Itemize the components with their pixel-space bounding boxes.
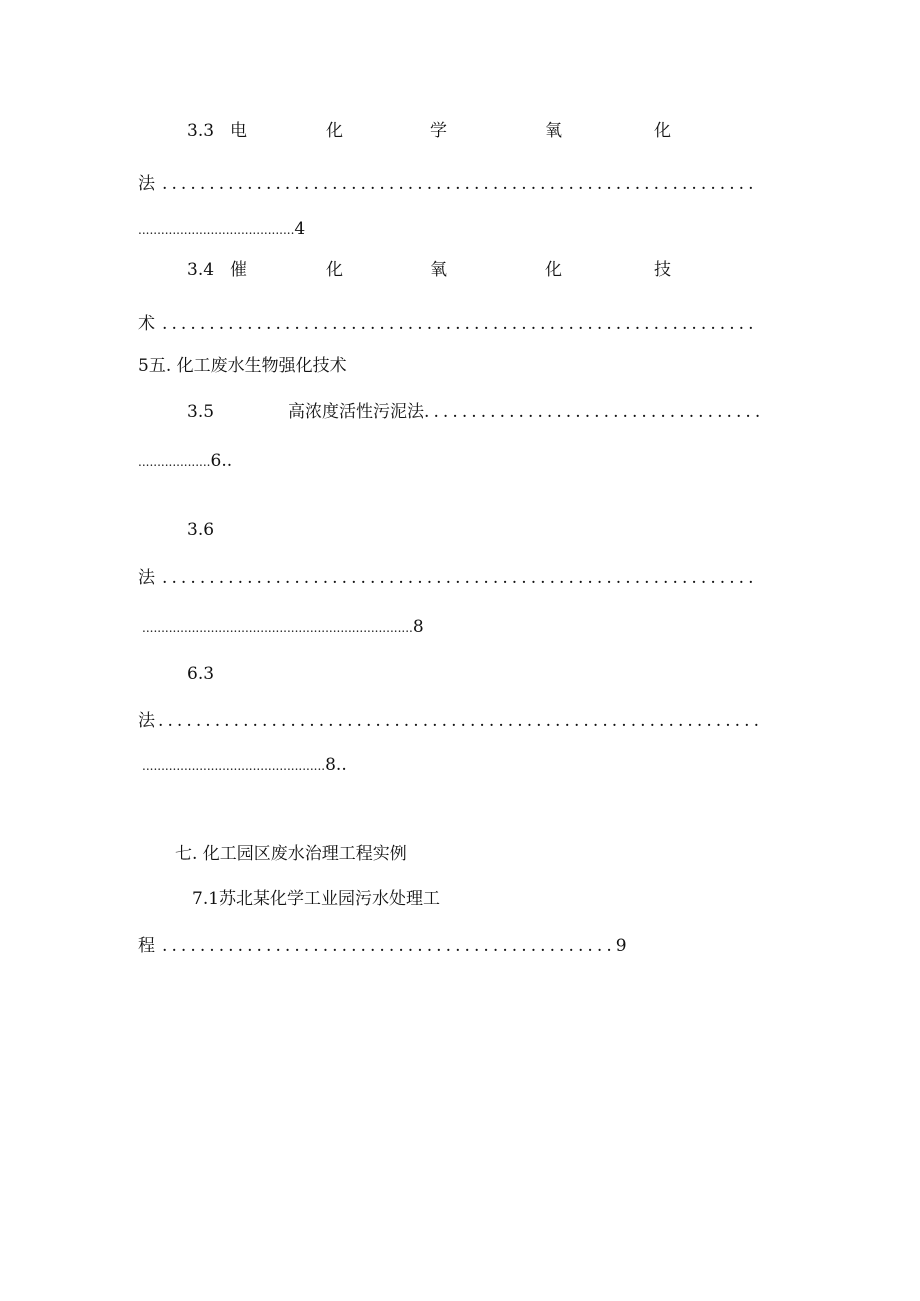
toc-3-3-title-char: 氧	[545, 121, 562, 141]
toc-3-5-leader: ....................................	[424, 402, 765, 422]
toc-6-3-cont-char: 法	[138, 711, 155, 731]
section-5-heading: 五. 化工废水生物强化技术	[148, 356, 347, 376]
toc-3-4-title-char: 技	[654, 260, 671, 280]
toc-3-3-fine-leader: .........................................	[138, 223, 295, 237]
toc-3-5-tail: ..	[221, 451, 233, 471]
toc-3-4-cont-char: 术	[138, 314, 155, 334]
toc-6-3-page-line	[142, 754, 347, 777]
toc-3-6-cont-char: 法	[138, 568, 155, 588]
toc-7-1-title: 7.1苏北某化学工业园污水处理工	[192, 889, 441, 909]
toc-3-3-title-char: 电	[230, 121, 247, 141]
toc-7-1-leader-line	[162, 935, 627, 957]
toc-7-1-cont-char: 程	[138, 936, 155, 956]
toc-3-5-page: 6	[210, 451, 222, 471]
toc-6-3-fine-leader: ................................................	[142, 759, 326, 773]
toc-6-3-number: 6.3	[187, 664, 215, 684]
toc-3-5-title: 高浓度活性污泥法	[288, 402, 424, 422]
toc-3-3-page: 4	[294, 219, 306, 239]
toc-3-4-title-char: 催	[230, 260, 247, 280]
toc-3-3-page-line	[138, 218, 305, 241]
toc-3-5-page-line	[138, 450, 232, 473]
toc-3-5-number: 3.5	[187, 402, 215, 422]
toc-3-4-page: 5	[138, 356, 149, 376]
toc-3-3-number: 3.3	[187, 121, 215, 141]
toc-3-3-leader: ...............................................................	[162, 174, 758, 194]
toc-3-6-number: 3.6	[187, 520, 215, 540]
toc-3-3-title-char: 化	[654, 121, 671, 141]
toc-3-6-fine-leader: .......................................................................	[142, 621, 413, 635]
toc-3-5-fine-leader: ...................	[138, 455, 211, 469]
toc-7-1-leader: ................................................	[162, 936, 616, 956]
toc-7-1-page: 9	[615, 936, 627, 956]
section-7-heading: 七. 化工园区废水治理工程实例	[175, 844, 407, 864]
toc-3-6-leader: ...............................................................	[162, 568, 758, 588]
toc-3-6-page: 8	[412, 617, 424, 637]
toc-6-3-page: 8	[325, 755, 336, 775]
toc-3-4-title-char: 氧	[430, 260, 447, 280]
toc-6-3-leader: ................................................................	[158, 711, 764, 731]
toc-3-4-title-char: 化	[326, 260, 343, 280]
toc-3-4-number: 3.4	[187, 260, 215, 280]
toc-3-3-cont-char: 法	[138, 174, 155, 194]
toc-3-3-title-char: 化	[326, 121, 343, 141]
toc-3-6-page-line	[142, 616, 424, 639]
toc-3-4-page-and-section5	[138, 355, 347, 377]
toc-3-3-title-char: 学	[430, 121, 447, 141]
toc-3-5-title-line	[288, 401, 764, 423]
toc-3-4-title-char: 化	[545, 260, 562, 280]
toc-3-4-leader: ...............................................................	[162, 314, 758, 334]
toc-6-3-tail: ..	[335, 755, 347, 775]
